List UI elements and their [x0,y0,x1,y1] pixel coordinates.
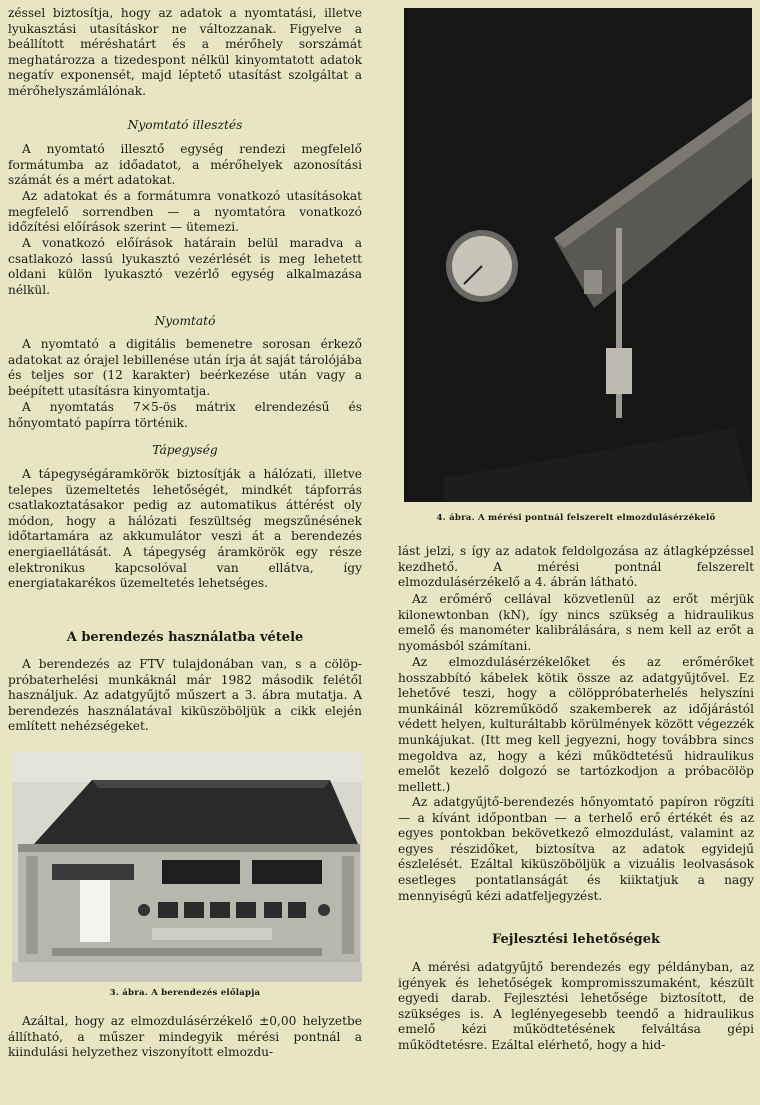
paragraph-right-2: Az erőmérő cellával közvetlenül az erőt mérjük kilonewtonban (kN), így nincs szükség a hidraulikus emelő és manométer kalibrálására, s nem kell az erőt a nyomásból számítani. [398,592,754,653]
subheading-nyomtato-illesztes: Nyomtató illesztés [127,118,243,132]
paragraph-tapegyseg: A tápegységáramkörök biztosítják a hálózati, illetve telepes üzemeltetés lehetőségét, mindkét tápforrás csatlakoztatásakor pedig az automatikus áttérést oly módon, hogy a hálózati feszültség megszűnésének időtartamára az akkumulátor veszi át a berendezés energiaellátását. A tápegység áramkörök egy része elektronikus kapcsolóval van ellátva, így energiatakarékos üzemeltetés lehetséges. [8,467,362,591]
figure-3-photo [12,752,362,982]
heading-hasznalatba-vetele: A berendezés használatba vétele [66,630,304,645]
paragraph-right-5: A mérési adatgyűjtő berendezés egy példányban, az igények és lehetőségek kompromisszumaként, készült egyedi darab. Fejlesztési lehetősége biztosított, de szükséges is. A leglényegesebb teendő a hidraulikus emelő kézi működtetésének felváltása gépi működtetésre. Ezáltal elérhető, hogy a hid- [398,960,754,1052]
paragraph-right-3: Az elmozdulásérzékelőket és az erőmérőket hosszabbító kábelek kötik össze az adatgyűjtővel. Ez lehetővé teszi, hogy a cölöppróbaterhelés helyszíni munkáinál közreműködő szakemberek az időjárástól védett helyen, kulturáltabb körülmények között végezzék munkájukat. (Itt meg kell jegyezni, hogy továbbra sincs megoldva az, hogy a kézi működtetésű hidraulikus emelőt kezelő dolgozó se tartózkodjon a próbacölöp mellett.) [398,655,754,794]
paragraph-illesztes-1: A nyomtató illesztő egység rendezi megfelelő formátumba az időadatot, a mérőhelyek azonosítási számát és a mért adatokat. [8,142,362,188]
paragraph-right-1: lást jelzi, s így az adatok feldolgozása az átlagképzéssel kezdhető. A mérési pontnál felszerelt elmozdulásérzékelő a 4. ábrán látható. [398,544,754,590]
subheading-tapegyseg: Tápegység [152,443,218,457]
paragraph-right-4: Az adatgyűjtő-berendezés hőnyomtató papíron rögzíti — a kívánt időpontban — a terhelő erő értékét és az egyes pontokban bekövetkező elmozdulást, valamint az egyes részidőket, biztosítva az adatok egyidejű észlelését. Ezáltal kiküszöböljük a vizuális leolvasások esetleges pontatlanságát és kiiktatjuk a nagy mennyiségű kézi adatfeljegyzést. [398,795,754,903]
paragraph-hasznalat: A berendezés az FTV tulajdonában van, s a cölöp-próbaterhelési munkáknál már 1982 második felétől használjuk. Az adatgyűjtő műszert a 3. ábra mutatja. A berendezés használatával kiküszöböljük a cikk elején említett nehézségeket. [8,657,362,734]
subheading-nyomtato: Nyomtató [154,314,216,328]
heading-fejlesztesi-lehetosegek: Fejlesztési lehetőségek [491,932,661,947]
paragraph-bottom-left: Azáltal, hogy az elmozdulásérzékelő ±0,00 helyzetbe állítható, a műszer mindegyik mérési pontnál a kiindulási helyzethez viszonyított elmozdu- [8,1014,362,1060]
displacement-sensor-image [404,8,752,502]
figure-4-caption: 4. ábra. A mérési pontnál felszerelt elmozdulásérzékelő [436,513,716,523]
paragraph-illesztes-2: Az adatokat és a formátumra vonatkozó utasításokat megfelelő sorrendben — a nyomtatóra vonatkozó időzítési előírások szerint — ütemezi. [8,189,362,235]
paragraph-nyomtato-1: A nyomtató a digitális bemenetre sorosan érkező adatokat az órajel lebillenése után írja át saját tárolójába és teljes sor (12 karakter) beérkezése után vagy a beépített utasításra kinyomtatja. [8,337,362,398]
instrument-front-panel-image [12,752,362,982]
paragraph-nyomtato-2: A nyomtatás 7×5-ös mátrix elrendezésű és hőnyomtató papírra történik. [8,400,362,430]
figure-3-caption: 3. ábra. A berendezés előlapja [109,988,261,998]
intro-paragraph: zéssel biztosítja, hogy az adatok a nyomtatási, illetve lyukasztási utasításkor ne változzanak. Figyelve a beállított méréshatárt és a mérőhely sorszámát meghatározza a tizedespont nélkül kinyomtatott adatok negatív exponensét, majd léptető utasítást szolgáltat a mérőhelyszámlálónak. [8,6,362,98]
paragraph-illesztes-3: A vonatkozó előírások határain belül maradva a csatlakozó lassú lyukasztó vezérlését is meg lehetett oldani külön lyukasztó vezérlő egység alkalmazása nélkül. [8,236,362,297]
figure-4-photo [404,8,752,502]
